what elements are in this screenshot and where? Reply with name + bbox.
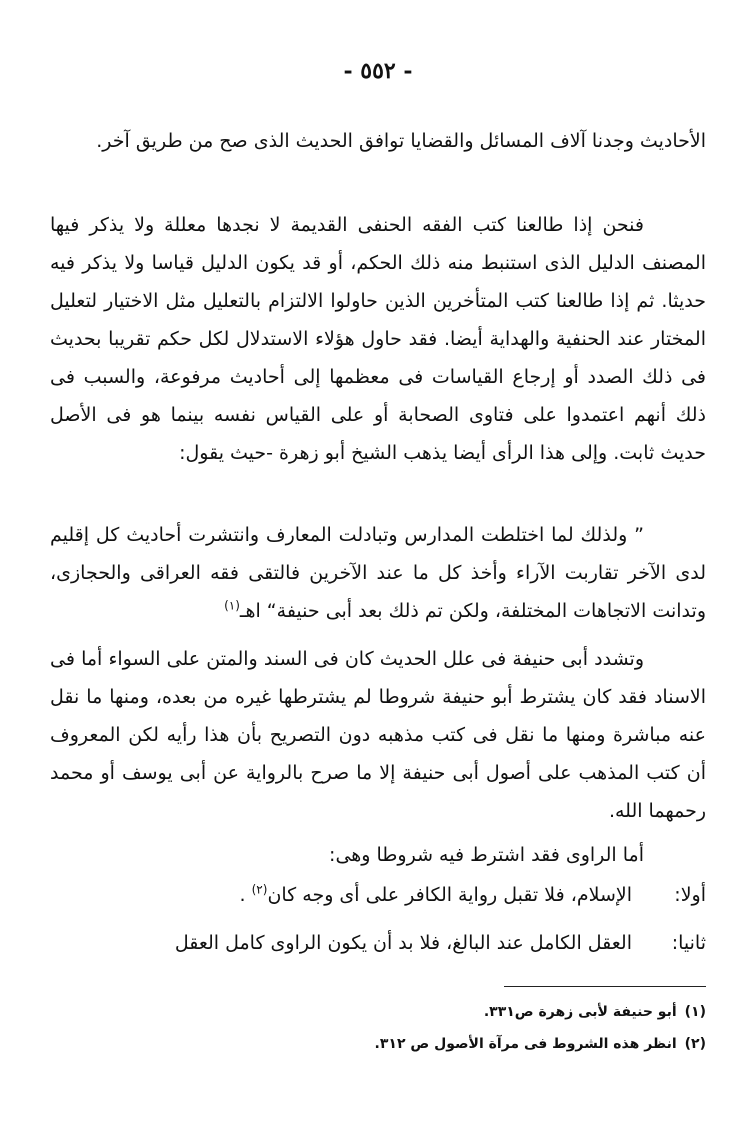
footnote-ref[interactable]: (٢) bbox=[251, 882, 268, 897]
footnote-text: أبو حنيفة لأبى زهرة ص٣٣١. bbox=[483, 1004, 677, 1020]
paragraph-text: أما الراوى فقد اشترط فيه شروطا وهى: bbox=[329, 844, 644, 866]
condition-label: ثانيا: bbox=[671, 932, 706, 954]
quotation-abu-zahra bbox=[50, 516, 706, 630]
paragraph-text: وتشدد أبى حنيفة فى علل الحديث كان فى السند والمتن على السواء أما فى الاسناد فقد كان يشترط أبو حنيفة شروطا لم يشترطها غيره من بعده، ومنها ما نقل عنه مباشرة ومنها ما نقل فى كتب مذهبه دون التصريح بأن هذا رأيه لكن المعروف أن كتب المذهب على أصول أبى حنيفة إلا ما صرح بالرواية عن أبى يوسف أو محمد رحمهما الله. bbox=[50, 648, 706, 822]
quotation-text: ” ولذلك لما اختلطت المدارس وتبادلت المعارف وانتشرت أحاديث كل إقليم لدى الآخر تقاربت الآراء وأخذ كل ما عند الآخرين فالتقى فقه العراقى والحجازى، وتدانت الاتجاهات المختلفة، ولكن تم ذلك بعد أبى حنيفة“ اهـ bbox=[50, 524, 706, 622]
page-number: - ٥٥٢ - bbox=[343, 58, 413, 84]
footnote-number: (٢) bbox=[684, 1036, 706, 1052]
paragraph-continuation bbox=[50, 122, 706, 160]
condition-text-wrap bbox=[50, 876, 632, 914]
footnote-number: (١) bbox=[684, 1004, 706, 1020]
footnote-text: انظر هذه الشروط فى مرآة الأصول ص ٣١٢. bbox=[374, 1036, 677, 1052]
paragraph-hanafi-fiqh bbox=[50, 206, 706, 472]
footnote-ref[interactable]: (١) bbox=[224, 598, 240, 613]
paragraph-narrator-conditions bbox=[50, 836, 706, 874]
footnote-divider bbox=[504, 986, 706, 987]
footnote-item bbox=[50, 1028, 706, 1060]
condition-item-second bbox=[50, 924, 706, 962]
condition-text: الإسلام، فلا تقبل رواية الكافر على أى وجه كان bbox=[267, 884, 632, 906]
footnotes bbox=[50, 996, 706, 1060]
paragraph-text: الأحاديث وجدنا آلاف المسائل والقضايا توافق الحديث الذى صح من طريق آخر. bbox=[96, 130, 706, 152]
footnote-item bbox=[50, 996, 706, 1028]
paragraph-text: فنحن إذا طالعنا كتب الفقه الحنفى القديمة لا نجدها معللة ولا يذكر فيها المصنف الدليل الذى استنبط منه ذلك الحكم، أو قد يكون الدليل قياسا ولا يذكر فيه حديثا. ثم إذا طالعنا كتب المتأخرين الذين حاولوا الالتزام بالتعليل مثل الاختيار لتعليل المختار عند الحنفية والهداية أيضا. فقد حاول هؤلاء الاستدلال لكل حكم تقريبا بحديث فى ذلك الصدد أو إرجاع القياسات فى معظمها إلى أحاديث مرفوعة، والسبب فى ذلك أنهم اعتمدوا على فتاوى الصحابة أو على القياس نفسه بينما هو فى الأصل حديث ثابت. وإلى هذا الرأى أيضا يذهب الشيخ أبو زهرة -حيث يقول: bbox=[50, 214, 706, 464]
condition-item-first bbox=[50, 876, 706, 914]
condition-text: العقل الكامل عند البالغ، فلا بد أن يكون الراوى كامل العقل bbox=[174, 932, 632, 954]
paragraph-isnad bbox=[50, 640, 706, 830]
condition-tail: . bbox=[239, 884, 246, 906]
condition-label: أولا: bbox=[674, 884, 706, 906]
